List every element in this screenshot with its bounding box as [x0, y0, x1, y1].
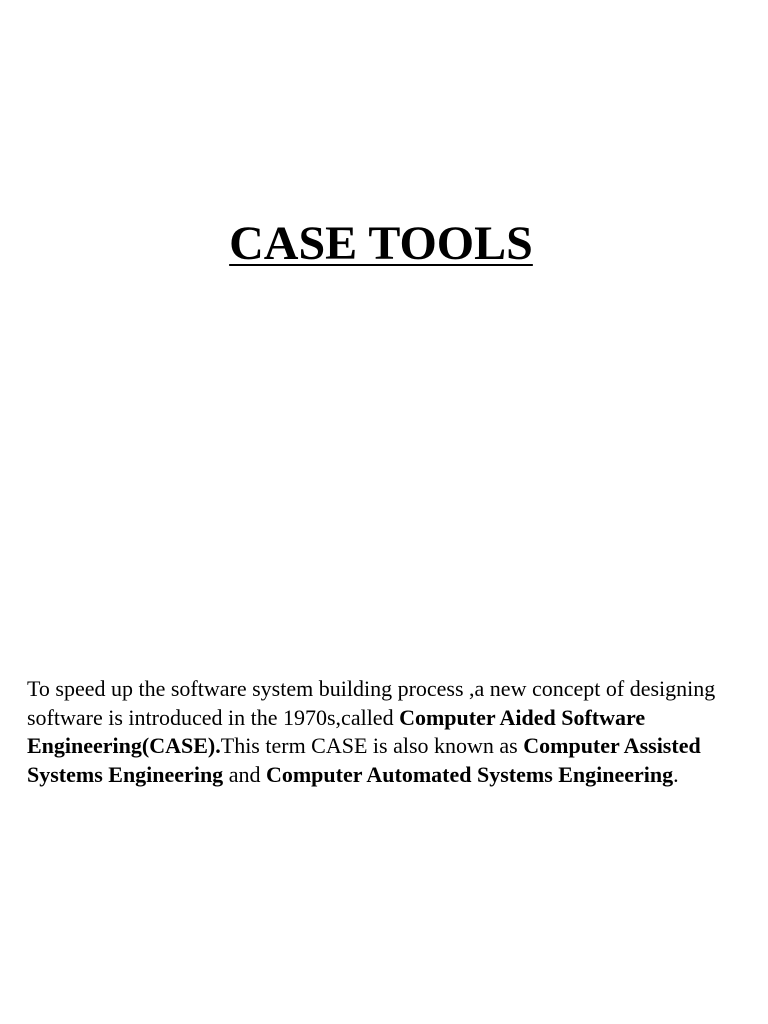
- paragraph-text-4: .: [673, 761, 679, 787]
- term-computer-aided-software-engineering: Computer Aided Software Engineering(CASE).: [27, 704, 646, 758]
- paragraph-text-1: To speed up the software system building process ,a new concept of designing software is introduced in the 1970s,called: [27, 676, 716, 730]
- intro-paragraph: [27, 675, 747, 789]
- paragraph-text-2: This term CASE is also known as: [220, 733, 524, 758]
- term-computer-automated-systems-engineering: Computer Automated Systems Engineering: [265, 761, 674, 787]
- page-title: CASE TOOLS: [229, 217, 533, 270]
- paragraph-text-3: and: [223, 761, 266, 787]
- term-computer-assisted-systems-engineering: Computer Assisted Systems Engineering: [27, 733, 701, 787]
